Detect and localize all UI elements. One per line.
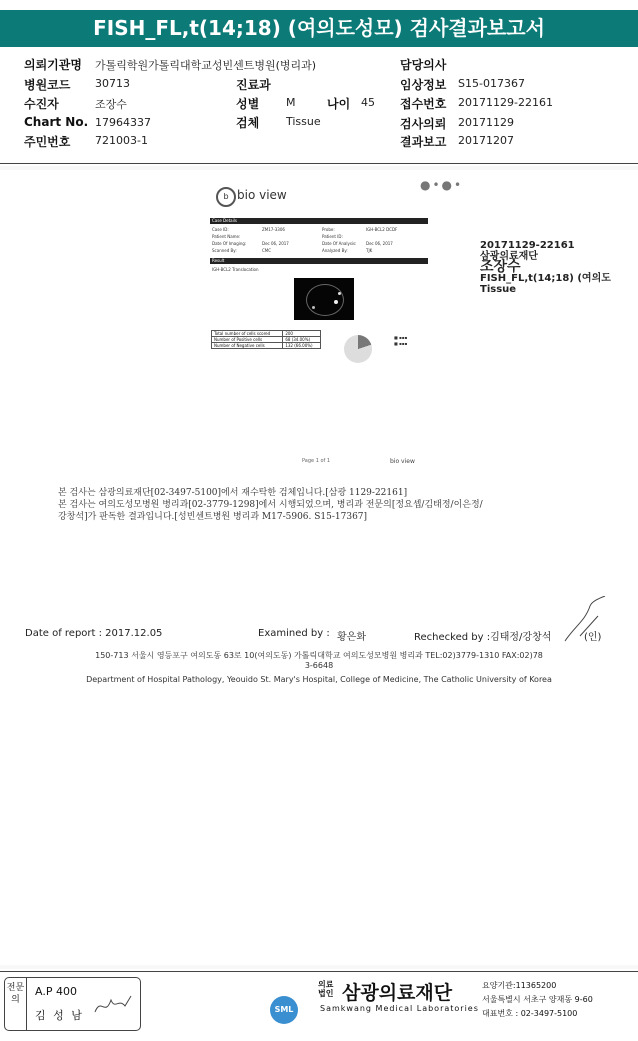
case-field-value: Dec 06, 2017 (262, 241, 289, 246)
specialist-signature (93, 992, 133, 1018)
case-details-bar: Case Details (210, 218, 428, 224)
stat-value: 200 (283, 331, 321, 337)
stamp-specimen: Tissue (480, 284, 517, 295)
hospital-code-label: 병원코드 (24, 78, 71, 92)
dept-label: 진료과 (236, 78, 271, 92)
org-address: 서울특별시 서초구 양재동 9-60 (482, 995, 593, 1004)
table-row (212, 343, 321, 349)
receipt-value: 20171129-22161 (458, 96, 553, 109)
chart-value: 17964337 (95, 116, 151, 129)
stat-label: Number of Positive cells (212, 337, 283, 343)
ratio-pie (344, 335, 372, 363)
stat-value: 132 (66.00%) (283, 343, 321, 349)
header-divider (0, 163, 638, 164)
report-date-label: 결과보고 (400, 135, 447, 149)
translocation-label: IGH-BCL2 Translocation (212, 267, 259, 272)
pdf-page-footer: Page 1 of 1 (302, 458, 331, 464)
pdf-footer-logo: bio view (390, 458, 415, 465)
sex-label: 성별 (236, 97, 260, 111)
org-english: Samkwang Medical Laboratories (320, 1004, 479, 1013)
note-line: 본 검사는 여의도성모병원 병리과[02-3779-1298]에서 시행되었으며, 병리과 전문의[정요셉/김태정/이은정/ (58, 500, 483, 510)
ap-label: A.P 400 (35, 985, 77, 998)
request-label: 검사의뢰 (400, 117, 447, 131)
case-field-label: Patient ID: (322, 234, 343, 239)
rechecked-by: Rechecked by :김태정/강창석 (414, 632, 552, 643)
case-field-value: CMC (262, 248, 272, 253)
request-value: 20171129 (458, 116, 514, 129)
specialist-side-label: 전문의 (5, 978, 27, 1030)
org-code: 요양기관:11365200 (482, 981, 557, 990)
case-field-value: ZM17-3306 (262, 227, 285, 232)
stat-label: Number of Negative cells (212, 343, 283, 349)
specimen-label: 검체 (236, 116, 260, 130)
hospital-code-value: 30713 (95, 77, 130, 90)
note-line: 강창석]가 판독한 결과입니다.[성빈센트병원 병리과 M17-5906. S15-17367] (58, 512, 368, 522)
address-english: Department of Hospital Pathology, Yeouido St. Mary's Hospital, College of Medicine, The Catholic University of Korea (86, 675, 552, 684)
fish-microscope-image (294, 278, 354, 320)
case-field-label: Case ID: (212, 227, 229, 232)
age-value: 45 (361, 96, 375, 109)
footer-divider (0, 971, 638, 972)
sml-logo-icon: SML (270, 996, 298, 1024)
specimen-label-stamp (480, 240, 611, 295)
case-field-label: Probe: (322, 227, 335, 232)
case-field-label: Scanned By: (212, 248, 237, 253)
specimen-value: Tissue (286, 115, 321, 128)
chart-label: Chart No. (24, 115, 89, 129)
case-field-value: IGH-BCL2 DCDF (366, 227, 398, 232)
stamp-receipt: 20171129-22161 (480, 240, 575, 251)
case-field-value: TJK (366, 248, 373, 253)
org-phone: 대표번호 : 02-3497-5100 (482, 1009, 578, 1018)
result-bar: Result (210, 258, 428, 264)
note-line: 본 검사는 삼광의료재단[02-3497-5100]에서 재수탁한 검체입니다.[삼광 1129-22161] (58, 488, 408, 498)
cell-count-table (211, 330, 321, 349)
resident-value: 721003-1 (95, 134, 148, 147)
stat-value: 68 (34.00%) (283, 337, 321, 343)
referral-note (58, 487, 483, 523)
resident-label: 주민번호 (24, 135, 71, 149)
receipt-label: 접수번호 (400, 97, 447, 111)
stamp-test: FISH_FL,t(14;18) (여의도 (480, 273, 611, 284)
examined-by-label: Examined by : (258, 628, 330, 639)
report-date: Date of report : 2017.12.05 (25, 628, 163, 639)
address-line: 150-713 서울시 영등포구 여의도동 63로 10(여의도동) 가톨릭대학교 여의도성모병원 병리과 TEL:02)3779-1310 FAX:02)78 (95, 651, 543, 660)
sex-value: M (286, 96, 296, 109)
report-header (0, 52, 638, 162)
doctor-label: 담당의사 (400, 58, 447, 72)
case-field-label: Patient Name: (212, 234, 241, 239)
org-name: 삼광의료재단 (342, 982, 453, 1004)
case-field-label: Date Of Analysis: (322, 241, 357, 246)
pathologist-signature (560, 596, 610, 646)
age-label: 나이 (327, 97, 351, 111)
stat-label: Total number of cells scored (212, 331, 283, 337)
org-prefix: 의료법인 (318, 980, 334, 998)
scan-corner-mark: ●•●• (420, 178, 464, 192)
case-field-value: Dec 06, 2017 (366, 241, 393, 246)
report-date-value: 20171207 (458, 134, 514, 147)
seal-mark: (인) (584, 632, 602, 643)
clinical-info-value: S15-017367 (458, 77, 525, 90)
address-line: 3-6648 (304, 661, 334, 670)
stamp-patient: 조장수 (480, 259, 521, 275)
clinical-info-label: 임상정보 (400, 78, 447, 92)
pie-legend: ■ ▪▪▪ ■ ▪▪▪ (394, 335, 408, 346)
bioview-logo: b bio view (216, 187, 287, 207)
institution-value: 가톨릭학원가톨릭대학교성빈센트병원(병리과) (95, 59, 317, 72)
stamp-org: 삼광의료재단 (480, 251, 538, 262)
specialist-signature-box (4, 977, 141, 1031)
specialist-name: 김 성 남 (35, 1009, 84, 1022)
institution-label: 의뢰기관명 (24, 58, 82, 72)
examined-by-name: 황은화 (337, 632, 366, 643)
bioview-logo-text: bio view (237, 188, 287, 202)
case-field-label: Date Of Imaging: (212, 241, 247, 246)
patient-label: 수진자 (24, 97, 59, 111)
patient-value: 조장수 (95, 98, 127, 111)
case-field-label: Analyzed By: (322, 248, 348, 253)
report-title: FISH_FL,t(14;18) (여의도성모) 검사결과보고서 (0, 10, 638, 47)
